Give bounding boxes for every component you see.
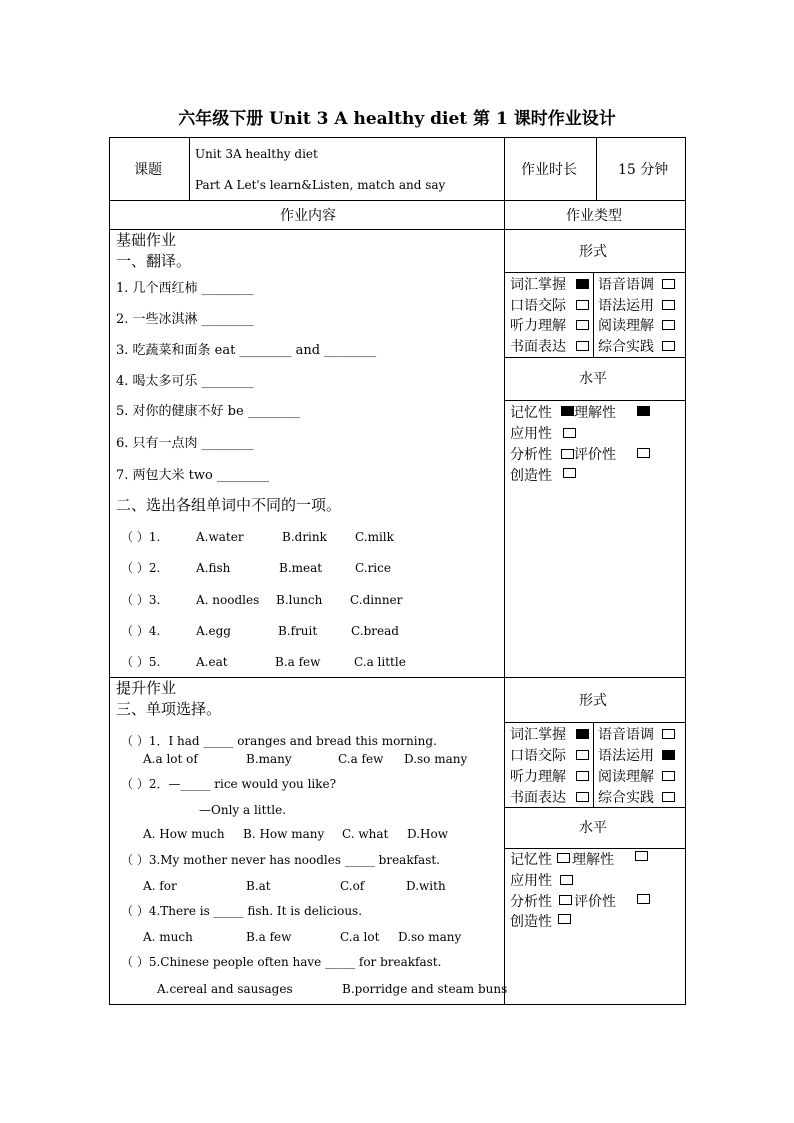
section-2-title: 二、选出各组单词中不同的一项。: [116, 496, 342, 514]
odd-option: A.water: [196, 530, 244, 544]
form-checkbox[interactable]: [662, 300, 675, 310]
level-checkbox[interactable]: [558, 914, 571, 924]
level-option: 应用性: [510, 426, 552, 442]
form-option: 语音语调: [598, 727, 654, 743]
level-option: 理解性: [572, 852, 614, 868]
form-option: 词汇掌握: [510, 277, 566, 293]
form-option: 语法运用: [598, 748, 654, 764]
level-checkbox[interactable]: [637, 406, 650, 416]
form-option: 口语交际: [510, 298, 566, 314]
form-option: 书面表达: [510, 339, 566, 355]
odd-option: A.fish: [196, 561, 231, 575]
form-checkbox[interactable]: [662, 750, 675, 760]
form-checkbox[interactable]: [576, 792, 589, 802]
odd-option: C.milk: [355, 530, 394, 544]
form-label: 形式: [579, 244, 607, 260]
translate-item: 5. 对你的健康不好 be ________: [116, 404, 300, 419]
odd-option: A. noodles: [196, 593, 260, 607]
question-option: C.a few: [338, 752, 384, 766]
topic-line-2: Part A Let's learn&Listen, match and say: [195, 178, 446, 192]
level-checkbox[interactable]: [563, 428, 576, 438]
question-option: A. for: [143, 879, 177, 893]
question: （ ）4.There is _____ fish. It is delicious.: [121, 904, 363, 918]
level-checkbox[interactable]: [635, 851, 648, 861]
odd-option: C.rice: [355, 561, 391, 575]
question-option: A.a lot of: [143, 752, 198, 766]
question-option: A.cereal and sausages: [157, 982, 293, 996]
form-checkbox[interactable]: [662, 771, 675, 781]
form-option: 词汇掌握: [510, 727, 566, 743]
odd-number: （ ）2.: [121, 561, 161, 575]
odd-option: C.a little: [354, 655, 406, 669]
translate-item: 3. 吃蔬菜和面条 eat ________ and ________: [116, 343, 377, 358]
level-checkbox[interactable]: [561, 449, 574, 459]
question-option: C. what: [342, 827, 389, 841]
form-checkbox[interactable]: [576, 771, 589, 781]
level-option: 评价性: [574, 894, 616, 910]
question-option: A. much: [143, 930, 193, 944]
question-option: D.so many: [404, 752, 468, 766]
form-checkbox[interactable]: [576, 320, 589, 330]
translate-item: 7. 两包大米 two ________: [116, 468, 269, 483]
form-option: 阅读理解: [598, 318, 654, 334]
odd-option: B.lunch: [276, 593, 323, 607]
form-option: 听力理解: [510, 318, 566, 334]
basic-heading: 基础作业: [116, 231, 177, 249]
odd-option: A.eat: [196, 655, 228, 669]
odd-option: C.dinner: [350, 593, 403, 607]
odd-option: B.drink: [282, 530, 327, 544]
form-checkbox[interactable]: [662, 320, 675, 330]
question: （ ）1．I had _____ oranges and bread this morning.: [121, 734, 437, 748]
page-title: 六年级下册 Unit 3 A healthy diet 第 1 课时作业设计: [178, 109, 616, 129]
topic-line-1: Unit 3A healthy diet: [195, 147, 318, 161]
form-option: 语法运用: [598, 298, 654, 314]
level-checkbox[interactable]: [637, 448, 650, 458]
level-label: 水平: [579, 371, 607, 387]
level-option: 记忆性: [510, 852, 552, 868]
form-option: 阅读理解: [598, 769, 654, 785]
section-3-title: 三、单项选择。: [116, 700, 222, 718]
question-option: C.a lot: [340, 930, 380, 944]
translate-item: 4. 喝太多可乐 ________: [116, 374, 254, 389]
odd-number: （ ）3.: [121, 593, 161, 607]
level-option: 评价性: [574, 447, 616, 463]
time-label: 作业时长: [521, 162, 577, 178]
level-checkbox[interactable]: [559, 895, 572, 905]
question-option: A. How much: [143, 827, 225, 841]
form-checkbox[interactable]: [576, 300, 589, 310]
form-option: 书面表达: [510, 790, 566, 806]
question-option: B.many: [246, 752, 292, 766]
form-option: 综合实践: [598, 339, 654, 355]
level-label: 水平: [579, 820, 607, 836]
level-checkbox[interactable]: [637, 894, 650, 904]
level-option: 应用性: [510, 873, 552, 889]
level-option: 分析性: [510, 447, 552, 463]
odd-option: B.fruit: [278, 624, 318, 638]
level-checkbox[interactable]: [563, 468, 576, 478]
form-option: 口语交际: [510, 748, 566, 764]
odd-option: B.a few: [275, 655, 321, 669]
time-value: 15 分钟: [618, 162, 669, 178]
form-option: 综合实践: [598, 790, 654, 806]
content-label: 作业内容: [280, 208, 336, 224]
question: （ ）5.Chinese people often have _____ for breakfast.: [121, 955, 442, 969]
level-option: 分析性: [510, 894, 552, 910]
question-option: D.with: [406, 879, 446, 893]
odd-number: （ ）1.: [121, 530, 161, 544]
question-reply: —Only a little.: [199, 803, 287, 817]
form-checkbox[interactable]: [662, 341, 675, 351]
odd-number: （ ）4.: [121, 624, 161, 638]
question-option: C.of: [340, 879, 365, 893]
form-checkbox[interactable]: [576, 279, 589, 289]
form-checkbox[interactable]: [576, 729, 589, 739]
form-checkbox[interactable]: [662, 792, 675, 802]
level-option: 创造性: [510, 468, 552, 484]
odd-option: A.egg: [196, 624, 231, 638]
question: （ ）3.My mother never has noodles _____ breakfast.: [121, 853, 440, 867]
form-option: 语音语调: [598, 277, 654, 293]
form-checkbox[interactable]: [576, 341, 589, 351]
translate-item: 2. 一些冰淇淋 ________: [116, 312, 254, 327]
level-option: 记忆性: [510, 405, 552, 421]
question-option: D.How: [407, 827, 448, 841]
form-checkbox[interactable]: [662, 729, 675, 739]
type-label: 作业类型: [566, 208, 622, 224]
level-option: 创造性: [510, 914, 552, 930]
question-option: B.porridge and steam buns: [342, 982, 508, 996]
question-option: B.a few: [246, 930, 292, 944]
form-label: 形式: [579, 693, 607, 709]
form-option: 听力理解: [510, 769, 566, 785]
level-checkbox[interactable]: [561, 406, 574, 416]
odd-number: （ ）5.: [121, 655, 161, 669]
level-checkbox[interactable]: [560, 875, 573, 885]
question: （ ）2．—_____ rice would you like?: [121, 777, 337, 791]
odd-option: B.meat: [279, 561, 323, 575]
section-1-title: 一、翻译。: [116, 252, 192, 270]
form-checkbox[interactable]: [662, 279, 675, 289]
translate-item: 6. 只有一点肉 ________: [116, 436, 254, 451]
question-option: D.so many: [398, 930, 462, 944]
level-option: 理解性: [574, 405, 616, 421]
advanced-heading: 提升作业: [116, 679, 177, 697]
question-option: B. How many: [243, 827, 325, 841]
level-checkbox[interactable]: [557, 853, 570, 863]
translate-item: 1. 几个西红柿 ________: [116, 281, 254, 296]
question-option: B.at: [246, 879, 271, 893]
odd-option: C.bread: [351, 624, 399, 638]
form-checkbox[interactable]: [576, 750, 589, 760]
topic-label: 课题: [134, 162, 162, 178]
